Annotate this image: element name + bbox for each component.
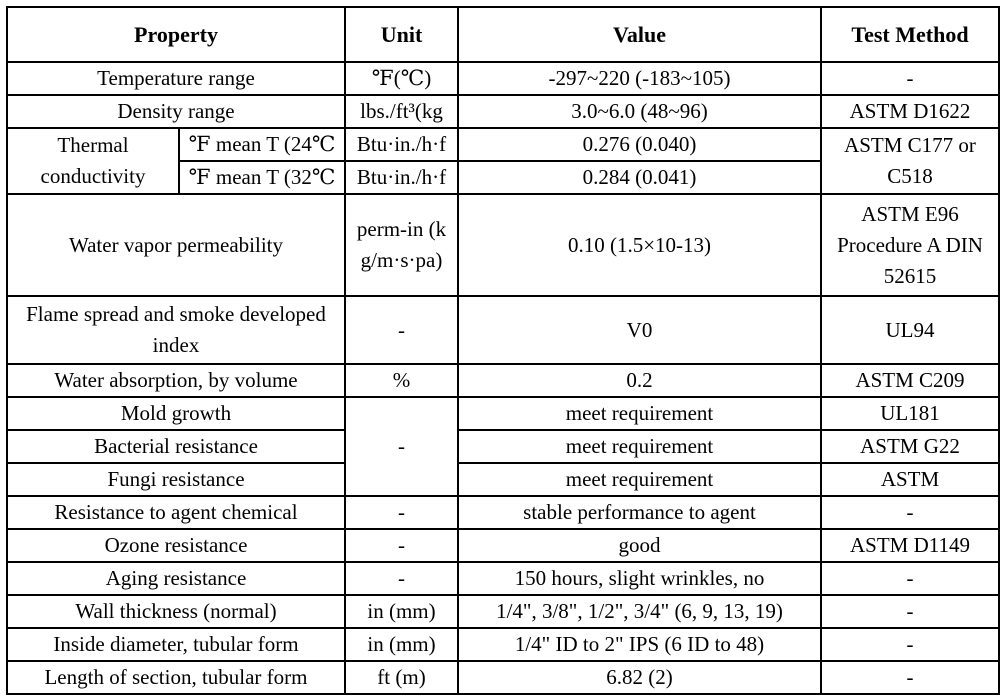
value-cell: 6.82 (2) bbox=[458, 661, 821, 694]
method-cell: ASTM C209 bbox=[821, 364, 999, 397]
method-cell: - bbox=[821, 496, 999, 529]
method-cell: ASTM bbox=[821, 463, 999, 496]
unit-cell: ft (m) bbox=[345, 661, 458, 694]
method-cell: - bbox=[821, 62, 999, 95]
value-cell: meet requirement bbox=[458, 463, 821, 496]
value-cell: 0.276 (0.040) bbox=[458, 128, 821, 161]
property-cell: Fungi resistance bbox=[7, 463, 345, 496]
method-cell: UL94 bbox=[821, 296, 999, 364]
value-cell: stable performance to agent bbox=[458, 496, 821, 529]
value-cell: meet requirement bbox=[458, 397, 821, 430]
value-cell: 3.0~6.0 (48~96) bbox=[458, 95, 821, 128]
method-cell: ASTM D1149 bbox=[821, 529, 999, 562]
unit-cell: in (mm) bbox=[345, 628, 458, 661]
unit-cell: - bbox=[345, 496, 458, 529]
condition-cell: ℉ mean T (32℃ bbox=[179, 161, 345, 194]
value-cell: meet requirement bbox=[458, 430, 821, 463]
property-cell: Aging resistance bbox=[7, 562, 345, 595]
method-cell: UL181 bbox=[821, 397, 999, 430]
header-property: Property bbox=[7, 7, 345, 62]
method-cell: ASTM C177 or C518 bbox=[821, 128, 999, 194]
table-row bbox=[7, 463, 999, 496]
table-row bbox=[7, 397, 999, 430]
value-cell: V0 bbox=[458, 296, 821, 364]
value-cell: -297~220 (-183~105) bbox=[458, 62, 821, 95]
value-cell: 0.2 bbox=[458, 364, 821, 397]
table-row bbox=[7, 194, 999, 296]
table-row bbox=[7, 62, 999, 95]
property-cell: Water vapor permeability bbox=[7, 194, 345, 296]
header-row bbox=[7, 7, 999, 62]
property-cell: Wall thickness (normal) bbox=[7, 595, 345, 628]
unit-cell: in (mm) bbox=[345, 595, 458, 628]
header-unit: Unit bbox=[345, 7, 458, 62]
table-row bbox=[7, 595, 999, 628]
method-cell: ASTM D1622 bbox=[821, 95, 999, 128]
table-row bbox=[7, 628, 999, 661]
property-cell: Ozone resistance bbox=[7, 529, 345, 562]
method-cell: - bbox=[821, 595, 999, 628]
table-row bbox=[7, 496, 999, 529]
value-cell: 150 hours, slight wrinkles, no bbox=[458, 562, 821, 595]
unit-cell: - bbox=[345, 529, 458, 562]
property-cell: Density range bbox=[7, 95, 345, 128]
table-row bbox=[7, 529, 999, 562]
property-cell: Flame spread and smoke developed index bbox=[7, 296, 345, 364]
table-row bbox=[7, 128, 999, 161]
method-cell: - bbox=[821, 562, 999, 595]
unit-cell: - bbox=[345, 562, 458, 595]
table-row bbox=[7, 562, 999, 595]
value-cell: 0.10 (1.5×10-13) bbox=[458, 194, 821, 296]
property-cell: Inside diameter, tubular form bbox=[7, 628, 345, 661]
table-row bbox=[7, 95, 999, 128]
property-cell: Length of section, tubular form bbox=[7, 661, 345, 694]
table-row bbox=[7, 364, 999, 397]
condition-cell: ℉ mean T (24℃ bbox=[179, 128, 345, 161]
property-cell: Resistance to agent chemical bbox=[7, 496, 345, 529]
method-cell: - bbox=[821, 628, 999, 661]
unit-cell: lbs./ft³(kg bbox=[345, 95, 458, 128]
header-test-method: Test Method bbox=[821, 7, 999, 62]
value-cell: 1/4" ID to 2" IPS (6 ID to 48) bbox=[458, 628, 821, 661]
unit-cell: % bbox=[345, 364, 458, 397]
property-cell: Bacterial resistance bbox=[7, 430, 345, 463]
unit-cell: - bbox=[345, 397, 458, 496]
property-cell: Thermal conductivity bbox=[7, 128, 179, 194]
unit-cell: Btu·in./h·f bbox=[345, 128, 458, 161]
property-cell: Water absorption, by volume bbox=[7, 364, 345, 397]
unit-cell: perm-in (kg/m·s·pa) bbox=[345, 194, 458, 296]
value-cell: 0.284 (0.041) bbox=[458, 161, 821, 194]
unit-cell: Btu·in./h·f bbox=[345, 161, 458, 194]
header-value: Value bbox=[458, 7, 821, 62]
table-row bbox=[7, 430, 999, 463]
value-cell: 1/4", 3/8", 1/2", 3/4" (6, 9, 13, 19) bbox=[458, 595, 821, 628]
unit-cell: ℉(℃) bbox=[345, 62, 458, 95]
unit-cell: - bbox=[345, 296, 458, 364]
method-cell: - bbox=[821, 661, 999, 694]
property-cell: Mold growth bbox=[7, 397, 345, 430]
method-cell: ASTM E96 Procedure A DIN 52615 bbox=[821, 194, 999, 296]
table-row bbox=[7, 661, 999, 694]
method-cell: ASTM G22 bbox=[821, 430, 999, 463]
value-cell: good bbox=[458, 529, 821, 562]
table-row bbox=[7, 296, 999, 364]
properties-table bbox=[6, 6, 1000, 695]
property-cell: Temperature range bbox=[7, 62, 345, 95]
